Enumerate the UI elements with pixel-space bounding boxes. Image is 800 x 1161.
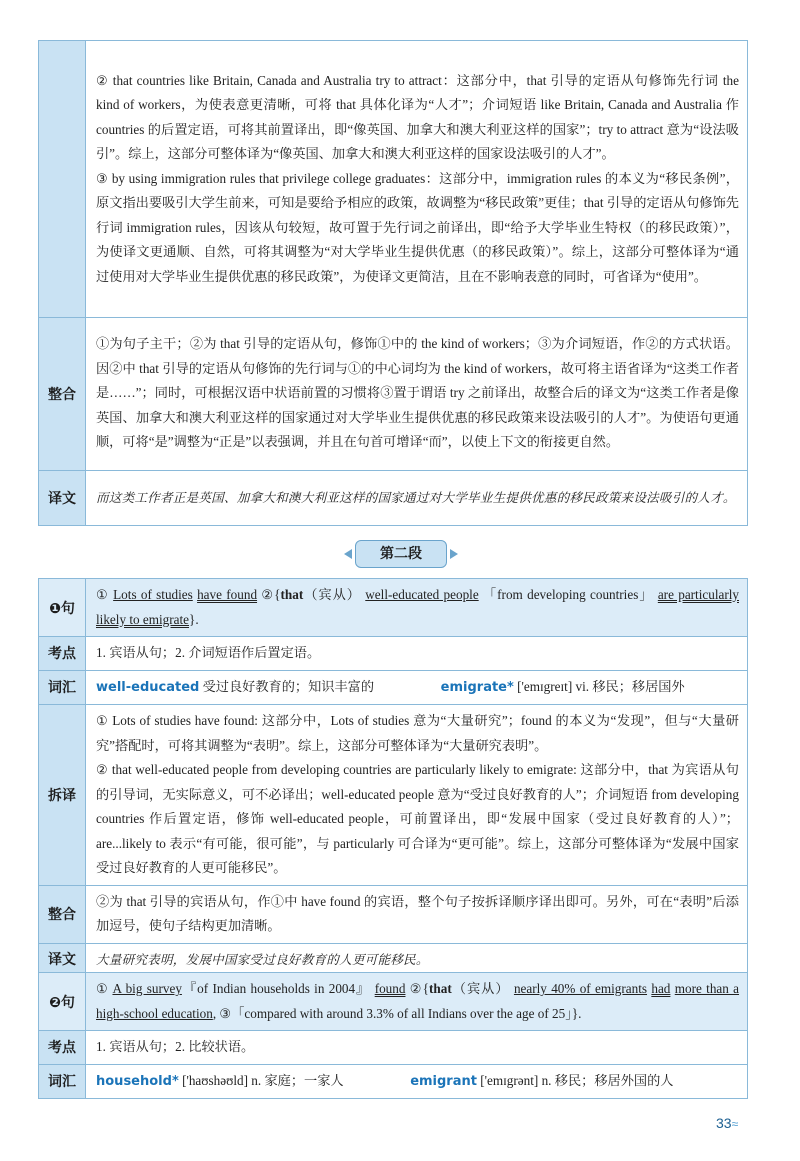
vocab-label: 词汇 <box>39 670 86 705</box>
attributive-phrase: 『of Indian households in 2004』 <box>181 981 371 996</box>
brace-open: { <box>274 587 281 602</box>
clause-tag: （宾从） <box>303 587 361 602</box>
translation-label: 译文 <box>39 943 86 975</box>
merge-label: 整合 <box>39 885 86 943</box>
clause-subject: nearly 40% of emigrants <box>513 981 648 996</box>
vocab-term-1: household <box>96 1073 172 1089</box>
page-number-area <box>716 1115 738 1131</box>
predicate: found <box>374 981 406 996</box>
merge-text: ①为句子主干；②为 that 引导的定语从句，修饰①中的 the kind of workers；③为介词短语，作②的方式状语。因②中 that 引导的定语从句修饰的先行词与①的中心词均为 the kind of workers，故可将主语省译为“这类工作者是……”；同时，可根据汉语中状语前置的习惯将③置于谓语 try 之前译出，故整合后的译文为“这类工作者是像英国、加拿大和澳大利亚这样的国家通过对大学毕业生提供优惠的移民政策来设法吸引的人才”。为使语句更通顺，可将“是”调整为“正是”以表强调，并且在句首可增译“而”，以使上下文的衔接更自然。 <box>86 317 748 470</box>
brace-close: }. <box>571 1005 582 1021</box>
breakdown-cell <box>86 41 748 318</box>
breakdown-point-3: ③ by using immigration rules that privilege college graduates：这部分中，immigration rules 的本义为“移民条例”，原文指出要吸引大学生前来，可知是要给予相应的政策，故调整为“移民政策”更佳；that 引导的定语从句修饰先行词 immigration rules，因该从句较短，故可置于先行词之前译出，即“给予大学毕业生特权（的移民政策）”，为使译文更通顺、自然，可将其调整为“对大学毕业生提供优惠（的移民政策）”。综上，这部分可整体译为“通过使用对大学毕业生提供优惠的移民政策”，为使译文更简洁，且在不影响表意的同时，可省译为“使用”。 <box>96 170 739 284</box>
sentence-structure <box>86 579 748 637</box>
comparison-phrase: 「compared with around 3.3% of all Indians over the age of 25」 <box>231 1005 572 1021</box>
sentence-structure <box>86 973 748 1031</box>
chaiyi-cell <box>86 705 748 886</box>
vocab-term-1: well-educated <box>96 679 200 695</box>
chaiyi-point-2: ② that well-educated people from developing countries are particularly likely to emigrate: 这部分中，that 为宾语从句的引导词，无实际意义，可不必译出；well-educated people 意为“受过良好教育的人”；介词短语 from developing countries 作后置定语，修饰 well-educated people，可前置译出，即“发展中国家（受过良好教育的人）”；are...likely to 表示“有可能，很可能”，与 particularly 可合译为“更可能”。综上，这部分可整体译为“发展中国家受过良好教育的人更可能移民”。 <box>96 762 739 875</box>
translation-text: 大量研究表明，发展中国家受过良好教育的人更可能移民。 <box>86 943 748 975</box>
clause-predicate: are particularly likely to emigrate <box>96 587 740 627</box>
section-title: 第二段 <box>355 540 447 568</box>
clause-subject: well-educated people <box>365 587 479 602</box>
clause-marker-3: , ③ <box>212 1005 232 1021</box>
star-icon: * <box>507 679 514 695</box>
translation-label: 译文 <box>39 470 86 525</box>
analysis-table-sentence2 <box>38 972 748 1099</box>
clause-predicate: had <box>651 981 671 996</box>
kaodian-label: 考点 <box>39 637 86 671</box>
conjunction: that <box>280 587 304 602</box>
breakdown-point-2: ② that countries like Britain, Canada and Australia try to attract：这部分中，that 引导的定语从句修饰先行词 the kind of workers，为使表意更清晰，可将 that 具体化译为“人才”；介词短语 like Britain, Canada and Australia 作 countries 的后置定语，可将其前置译出，即“像英国、加拿大和澳大利亚这样的国家”；try to attract 意为“设法吸引”。综上，这部分可整体译为“像英国、加拿大和澳大利亚这样的国家设法吸引的人才”。 <box>96 72 739 162</box>
wave-icon: ≈ <box>731 1117 739 1131</box>
vocab-label: 词汇 <box>39 1064 86 1099</box>
clause-marker-1: ① <box>96 587 109 602</box>
clause-marker-1: ① <box>96 981 109 996</box>
kaodian-text: 1. 宾语从句；2. 比较状语。 <box>86 1031 748 1065</box>
vocab-def-1: ['haʊshəʊld] n. 家庭；一家人 <box>182 1072 344 1088</box>
subject: Lots of studies <box>113 587 193 602</box>
translation-text: 而这类工作者正是英国、加拿大和澳大利亚这样的国家通过对大学毕业生提供优惠的移民政策来设法吸引的人才。 <box>86 470 748 525</box>
brace-close: }. <box>189 611 199 627</box>
chaiyi-point-1: ① Lots of studies have found: 这部分中，Lots of studies 意为“大量研究”；found 的本义为“发现”，但与“大量研究”搭配时，可将其调整为“表明”。综上，这部分可整体译为“大量研究表明”。 <box>96 713 739 753</box>
chaiyi-label: 拆译 <box>39 705 86 886</box>
subject: A big survey <box>112 981 182 996</box>
clause-marker-2: ② <box>261 587 275 602</box>
clause-marker-2: ② <box>409 981 423 996</box>
attributive-phrase: 「from developing countries」 <box>482 587 654 602</box>
vocab-def-2: ['emɪgrənt] n. 移民；移居外国的人 <box>480 1072 674 1088</box>
merge-label: 整合 <box>39 317 86 470</box>
brace-open: { <box>422 981 429 996</box>
vocab-def-2: ['emɪgreɪt] vi. 移民；移居国外 <box>517 678 685 694</box>
analysis-table-part1 <box>38 40 748 526</box>
kaodian-text: 1. 宾语从句；2. 介词短语作后置定语。 <box>86 637 748 671</box>
vocab-term-2: emigrant <box>410 1073 477 1089</box>
label-blank <box>39 41 86 318</box>
merge-text: ②为 that 引导的宾语从句，作①中 have found 的宾语，整个句子按拆译顺序译出即可。另外，可在“表明”后添加逗号，使句子结构更加清晰。 <box>86 885 748 943</box>
conjunction: that <box>429 981 452 996</box>
clause-tag: （宾从） <box>451 981 510 996</box>
vocab-def-1: 受过良好教育的；知识丰富的 <box>202 678 375 694</box>
kaodian-label: 考点 <box>39 1031 86 1065</box>
analysis-table-sentence1 <box>38 578 748 976</box>
vocab-row <box>86 670 748 705</box>
star-icon: * <box>171 1073 179 1089</box>
vocab-term-2: emigrate <box>440 679 507 695</box>
sentence-label: ❷句 <box>39 973 86 1031</box>
sentence-label: ❶句 <box>39 579 86 637</box>
page-number: 33 <box>716 1115 732 1131</box>
predicate: have found <box>197 587 258 602</box>
clause-object: more than a high-school education <box>96 981 740 1021</box>
vocab-row <box>86 1064 748 1099</box>
